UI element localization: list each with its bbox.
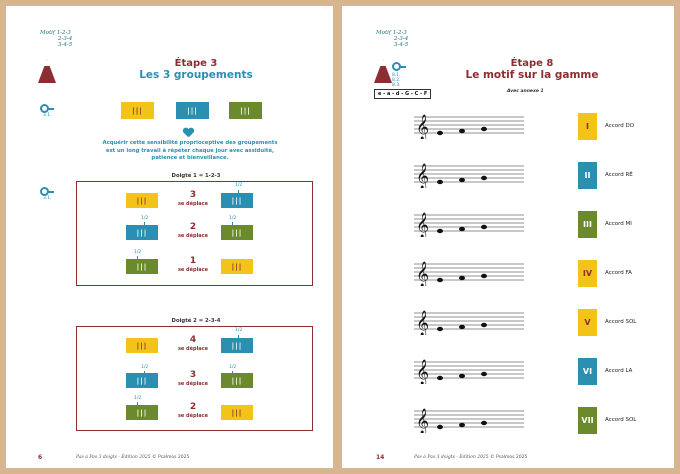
- note-head: [481, 274, 487, 278]
- row-block-yellow: |||: [126, 193, 158, 208]
- step-label: Étape 3: [174, 58, 218, 69]
- note-head: [437, 229, 443, 233]
- treble-clef-icon: 𝄞: [416, 311, 430, 335]
- note-head: [437, 376, 443, 380]
- paragraph: Acquérir cette sensibilité proprioceptive des groupements est un long travail à répéter chaque jour avec assiduité, patience et bienveillance.: [102, 140, 278, 161]
- footer: Pas à Pas 3 doigts - Édition 2025 © Psalmos 2025: [76, 455, 190, 460]
- row-block-green: |||: [126, 259, 158, 274]
- finger-number: 3: [189, 190, 197, 200]
- doigte-1-title: Doigté 1 = 1-2-3: [171, 173, 221, 179]
- note-head: [481, 176, 487, 180]
- note-head: [437, 327, 443, 331]
- row-block-green: |||: [126, 405, 158, 420]
- motif-line-2: 2-3-4: [394, 36, 409, 42]
- note-head: [481, 225, 487, 229]
- group-block-green: |||: [229, 102, 262, 119]
- row-block-yellow: |||: [126, 338, 158, 353]
- key-icon: [392, 62, 401, 71]
- se-deplace-label: se déplace: [177, 381, 209, 387]
- treble-clef-icon: 𝄞: [416, 213, 430, 237]
- page-number: 14: [376, 454, 385, 461]
- key-icon: [40, 104, 52, 118]
- step-subtitle: Les 3 groupements: [139, 69, 253, 81]
- chord-label: Accord DO: [605, 123, 635, 129]
- se-deplace-label: se déplace: [177, 413, 209, 419]
- group-block-yellow: |||: [121, 102, 154, 119]
- half-label: 1/2: [141, 216, 149, 221]
- notes-sequence-box: e - a - d - G - C - F: [374, 89, 431, 99]
- row-block-blue: |||: [126, 373, 158, 388]
- note-head: [437, 131, 443, 135]
- note-head: [459, 276, 465, 280]
- chord-block-5: V: [578, 309, 597, 336]
- se-deplace-label: se déplace: [177, 201, 209, 207]
- music-staff: [414, 211, 524, 237]
- row-block-green: |||: [221, 225, 253, 240]
- note-head: [437, 425, 443, 429]
- chord-block-4: IV: [578, 260, 597, 287]
- finger-number: 4: [189, 335, 197, 345]
- half-label: 1/2: [235, 328, 243, 333]
- note-head: [459, 325, 465, 329]
- motif-label: [376, 30, 408, 48]
- mountain-icon: [374, 59, 392, 83]
- finger-number: 1: [189, 256, 197, 266]
- row-block-blue: |||: [126, 225, 158, 240]
- finger-number: 3: [189, 370, 197, 380]
- row-block-green: |||: [221, 373, 253, 388]
- treble-clef-icon: 𝄞: [416, 409, 430, 433]
- note-head: [437, 180, 443, 184]
- note-head: [459, 227, 465, 231]
- step-title: [442, 58, 622, 81]
- half-label: 1/2: [134, 250, 142, 255]
- motif-line-3: 3-4-5: [394, 42, 409, 48]
- note-head: [459, 178, 465, 182]
- se-deplace-label: se déplace: [177, 267, 209, 273]
- footer: Pas à Pas 3 doigts - Édition 2025 © Psalmos 2025: [414, 455, 528, 460]
- step-title: [106, 58, 286, 81]
- chord-label: Accord SOL: [605, 319, 637, 325]
- music-staff: [414, 113, 524, 139]
- heart-icon: [183, 128, 193, 137]
- half-label: 1/2: [229, 216, 237, 221]
- avec-annexe-note: Avec annexe 1: [507, 89, 544, 94]
- note-head: [437, 278, 443, 282]
- chord-label: Accord MI: [605, 221, 632, 227]
- key-ref: 8.1. 8.2. 8.3.: [392, 73, 401, 88]
- half-label: 1/2: [235, 183, 243, 188]
- note-head: [481, 127, 487, 131]
- music-staff: [414, 407, 524, 433]
- treble-clef-icon: 𝄞: [416, 115, 430, 139]
- step-label: Étape 8: [510, 58, 554, 69]
- treble-clef-icon: 𝄞: [416, 360, 430, 384]
- music-staff: [414, 260, 524, 286]
- motif-line-1: Motif 1-2-3: [376, 30, 407, 36]
- key-icon: [40, 187, 52, 201]
- note-head: [481, 372, 487, 376]
- chord-block-7: VII: [578, 407, 597, 434]
- motif-line-2: 2-3-4: [58, 36, 73, 42]
- motif-line-1: Motif 1-2-3: [40, 30, 71, 36]
- key-ref: 3.1.: [43, 113, 52, 118]
- finger-number: 2: [189, 222, 197, 232]
- right-page: [342, 6, 674, 468]
- row-block-yellow: |||: [221, 259, 253, 274]
- motif-line-3: 3-4-5: [58, 42, 73, 48]
- chord-block-2: II: [578, 162, 597, 189]
- step-subtitle: Le motif sur la gamme: [465, 69, 599, 81]
- half-label: 1/2: [134, 396, 142, 401]
- motif-label: [40, 30, 72, 48]
- treble-clef-icon: 𝄞: [416, 164, 430, 188]
- se-deplace-label: se déplace: [177, 346, 209, 352]
- note-head: [459, 129, 465, 133]
- se-deplace-label: se déplace: [177, 233, 209, 239]
- chord-block-6: VI: [578, 358, 597, 385]
- chord-block-1: I: [578, 113, 597, 140]
- music-staff: [414, 358, 524, 384]
- page-number: 6: [38, 454, 43, 461]
- chord-label: Accord SOL: [605, 417, 637, 423]
- chord-label: Accord LA: [605, 368, 633, 374]
- mountain-icon: [38, 59, 56, 83]
- chord-label: Accord RÉ: [605, 172, 633, 178]
- music-staff: [414, 309, 524, 335]
- doigte-2-title: Doigté 2 = 2-3-4: [171, 318, 221, 324]
- half-label: 1/2: [229, 365, 237, 370]
- key-ref: 3.1.: [43, 196, 52, 201]
- treble-clef-icon: 𝄞: [416, 262, 430, 286]
- note-head: [481, 421, 487, 425]
- group-block-blue: |||: [176, 102, 209, 119]
- note-head: [459, 423, 465, 427]
- left-page: [6, 6, 333, 468]
- row-block-blue: |||: [221, 338, 253, 353]
- note-head: [459, 374, 465, 378]
- note-head: [481, 323, 487, 327]
- row-block-yellow: |||: [221, 405, 253, 420]
- row-block-blue: |||: [221, 193, 253, 208]
- finger-number: 2: [189, 402, 197, 412]
- half-label: 1/2: [141, 365, 149, 370]
- chord-block-3: III: [578, 211, 597, 238]
- chord-label: Accord FA: [605, 270, 632, 276]
- music-staff: [414, 162, 524, 188]
